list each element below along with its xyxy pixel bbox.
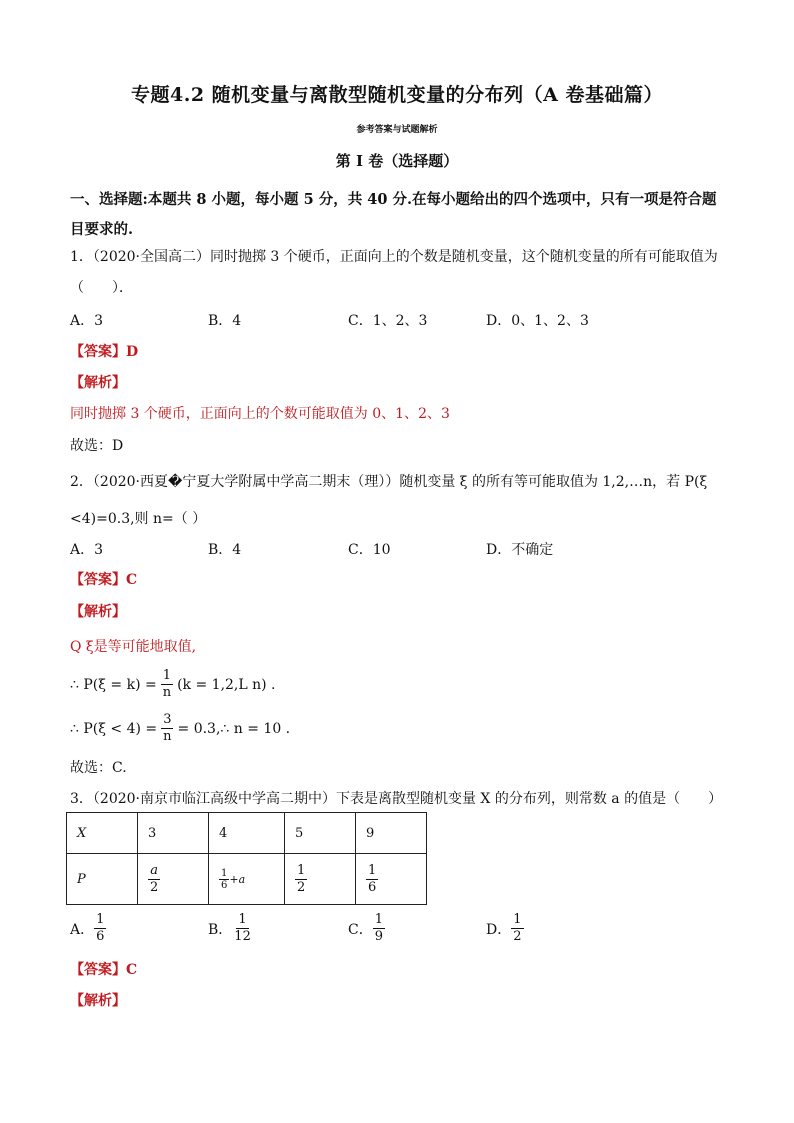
q3-option-b: B． $\frac{1}{12}$ — [208, 912, 251, 944]
q2-option-c: C．10 — [348, 542, 391, 558]
q2-analysis-label: 【解析】 — [70, 604, 126, 620]
q1-stem-line2: （ ）． — [70, 280, 133, 296]
page-title: 专题4.2 随机变量与离散型随机变量的分布列（A 卷基础篇） — [130, 84, 664, 106]
section-instructions: 一、选择题:本题共 8 小题，每小题 5 分，共 40 分.在每小题给出的四个选项中，只有一项是符合题目要求的. — [70, 191, 717, 238]
q2-formula-2-denominator: n — [163, 729, 172, 744]
q2-formula-2-numerator: 3 — [163, 712, 172, 727]
q1-analysis: 同时抛掷 3 个硬币，正面向上的个数可能取值为 0、1、2、3 — [70, 406, 450, 422]
fraction: $\frac{1}{6}$ — [368, 862, 377, 895]
q2-formula-1-right: (k = 1,2,L n) . — [177, 676, 276, 693]
q3-stem: 3．（2020·南京市临江高级中学高二期中）下表是离散型随机变量 X 的分布列，则常数 a 的值是（ ） — [70, 791, 723, 807]
table-row — [67, 854, 427, 905]
table-cell: $\frac{1}{6}$ +a — [209, 854, 285, 905]
q2-formula-1-left: ∴ P(ξ = k) = — [70, 676, 157, 693]
q1-answer: 【答案】D — [70, 344, 139, 360]
table-cell — [356, 854, 427, 905]
q1-option-a: A．3 — [70, 313, 104, 329]
q2-choose: 故选：C. — [70, 760, 127, 776]
q3-option-d: D． $\frac{1}{2}$ — [486, 912, 522, 944]
table-cell: X — [67, 813, 138, 854]
q1-stem-line1: 1．（2020·全国高二）同时抛掷 3 个硬币，正面向上的个数是随机变量，这个随机变量的所有可能取值为 — [70, 249, 718, 265]
table-cell: 4 — [209, 813, 285, 854]
table-cell: P — [67, 854, 138, 905]
q1-analysis-label: 【解析】 — [70, 375, 126, 391]
q2-formula-1-fraction — [161, 668, 173, 701]
q1-option-c: C．1、2、3 — [348, 313, 428, 329]
q2-option-b: B．4 — [208, 542, 242, 558]
q3-option-a: A． $\frac{1}{6}$ — [70, 912, 105, 944]
page-subtitle: 参考答案与试题解析 — [356, 125, 438, 135]
distribution-table — [66, 812, 427, 905]
table-cell: 5 — [285, 813, 356, 854]
fraction: $\frac{1}{6}$ — [221, 867, 228, 891]
table-cell: 3 — [138, 813, 209, 854]
table-row — [67, 813, 427, 854]
table-cell: 9 — [356, 813, 427, 854]
q2-option-d: D．不确定 — [486, 542, 554, 558]
q2-formula-2-fraction — [161, 712, 173, 745]
q2-option-a: A．3 — [70, 542, 104, 558]
q1-choose: 故选：D — [70, 438, 124, 454]
q2-analysis-line1: Q ξ是等可能地取值, — [70, 639, 197, 655]
q1-option-b: B．4 — [208, 313, 242, 329]
q2-answer: 【答案】C — [70, 572, 138, 588]
table-cell — [138, 854, 209, 905]
section-heading: 第 I 卷（选择题） — [335, 152, 459, 170]
q2-formula-2-left: ∴ P(ξ < 4) = — [70, 720, 158, 737]
fraction: $\frac{1}{2}$ — [297, 862, 306, 895]
q2-formula-1-denominator: n — [162, 685, 172, 700]
q2-formula-2 — [70, 712, 290, 745]
q2-stem-line2: <4)=0.3,则 n=（ ） — [70, 511, 207, 527]
q1-option-d: D．0、1、2、3 — [486, 313, 589, 329]
q3-answer: 【答案】C — [70, 962, 138, 978]
fraction: $\frac{a}{2}$ — [150, 862, 159, 895]
q2-formula-1 — [70, 668, 276, 701]
q2-stem-line1: 2．（2020·西夏�宁夏大学附属中学高二期末（理））随机变量 ξ 的所有等可能取值为 1,2,…n，若 P(ξ — [70, 474, 708, 490]
q2-formula-2-right: = 0.3,∴ n = 10 . — [177, 720, 291, 737]
table-cell — [285, 854, 356, 905]
q2-formula-1-numerator: 1 — [162, 668, 172, 683]
q3-option-c: C． $\frac{1}{9}$ — [348, 912, 383, 944]
q3-analysis-label: 【解析】 — [70, 993, 126, 1009]
